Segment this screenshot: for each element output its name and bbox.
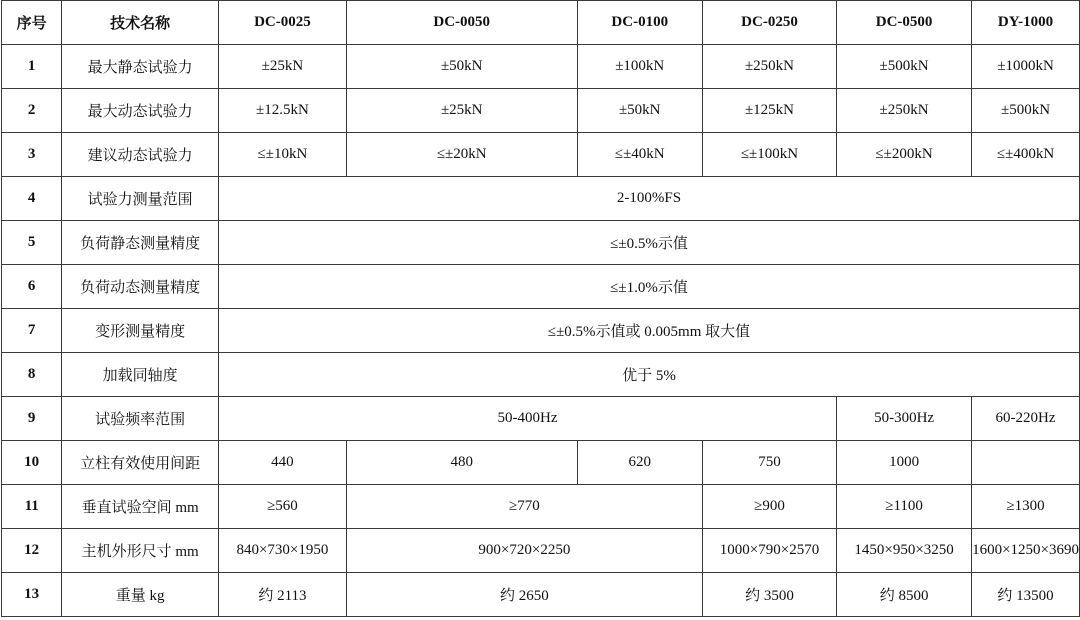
row-index: 13 [2, 573, 62, 617]
table-cell: ≥1300 [972, 485, 1080, 529]
table-cell: ±250kN [837, 89, 972, 133]
header-model: DC-0050 [346, 1, 577, 45]
row-name: 立柱有效使用间距 [62, 441, 219, 485]
header-model: DC-0100 [577, 1, 702, 45]
table-cell: ±50kN [346, 45, 577, 89]
table-cell: 约 3500 [702, 573, 836, 617]
table-cell: 1600×1250×3690 [972, 529, 1080, 573]
row-name: 最大动态试验力 [62, 89, 219, 133]
row-name: 试验力测量范围 [62, 177, 219, 221]
header-name: 技术名称 [62, 1, 219, 45]
table-row [2, 221, 1080, 265]
table-cell: ≤±400kN [972, 133, 1080, 177]
row-index: 7 [2, 309, 62, 353]
table-cell: ≥560 [219, 485, 347, 529]
table-cell: ≤±200kN [837, 133, 972, 177]
table-row [2, 45, 1080, 89]
row-index: 6 [2, 265, 62, 309]
table-cell: ±25kN [219, 45, 347, 89]
table-cell: 840×730×1950 [219, 529, 347, 573]
table-row [2, 309, 1080, 353]
row-name: 负荷静态测量精度 [62, 221, 219, 265]
row-index: 4 [2, 177, 62, 221]
table-cell: 1000 [837, 441, 972, 485]
table-cell: ≤±40kN [577, 133, 702, 177]
row-name: 负荷动态测量精度 [62, 265, 219, 309]
table-cell: 50-300Hz [837, 397, 972, 441]
table-cell: 约 13500 [972, 573, 1080, 617]
table-cell: ±125kN [702, 89, 836, 133]
header-row [2, 1, 1080, 45]
row-index: 1 [2, 45, 62, 89]
row-index: 5 [2, 221, 62, 265]
table-cell: ±500kN [972, 89, 1080, 133]
header-model: DC-0250 [702, 1, 836, 45]
row-name: 垂直试验空间 mm [62, 485, 219, 529]
row-index: 12 [2, 529, 62, 573]
table-row [2, 353, 1080, 397]
row-name: 最大静态试验力 [62, 45, 219, 89]
table-cell: ≤±0.5%示值 [219, 221, 1080, 265]
table-cell: ≤±20kN [346, 133, 577, 177]
row-name: 加载同轴度 [62, 353, 219, 397]
table-cell: ≤±100kN [702, 133, 836, 177]
row-name: 主机外形尺寸 mm [62, 529, 219, 573]
table-cell: ≥770 [346, 485, 702, 529]
table-cell: 约 2113 [219, 573, 347, 617]
table-row [2, 529, 1080, 573]
table-cell: ±100kN [577, 45, 702, 89]
table-cell: ≤±10kN [219, 133, 347, 177]
row-index: 2 [2, 89, 62, 133]
header-index: 序号 [2, 1, 62, 45]
table-cell: ≤±0.5%示值或 0.005mm 取大值 [219, 309, 1080, 353]
table-cell: 1000×790×2570 [702, 529, 836, 573]
table-row [2, 441, 1080, 485]
table-cell: ±250kN [702, 45, 836, 89]
table-cell: ±1000kN [972, 45, 1080, 89]
table-cell: ≥900 [702, 485, 836, 529]
table-cell: 1450×950×3250 [837, 529, 972, 573]
header-model: DC-0500 [837, 1, 972, 45]
spec-table [1, 0, 1080, 617]
table-cell: 480 [346, 441, 577, 485]
row-index: 8 [2, 353, 62, 397]
row-name: 变形测量精度 [62, 309, 219, 353]
row-index: 3 [2, 133, 62, 177]
table-row [2, 177, 1080, 221]
table-cell: 60-220Hz [972, 397, 1080, 441]
row-name: 建议动态试验力 [62, 133, 219, 177]
table-cell: 750 [702, 441, 836, 485]
table-cell: 620 [577, 441, 702, 485]
table-cell: 约 8500 [837, 573, 972, 617]
header-model: DY-1000 [972, 1, 1080, 45]
table-cell: ±25kN [346, 89, 577, 133]
row-index: 11 [2, 485, 62, 529]
table-cell: ±12.5kN [219, 89, 347, 133]
table-cell [972, 441, 1080, 485]
table-row [2, 89, 1080, 133]
table-cell: ±50kN [577, 89, 702, 133]
header-model: DC-0025 [219, 1, 347, 45]
table-row [2, 485, 1080, 529]
table-cell: 900×720×2250 [346, 529, 702, 573]
table-cell: ±500kN [837, 45, 972, 89]
table-row [2, 133, 1080, 177]
table-cell: 2-100%FS [219, 177, 1080, 221]
table-row [2, 573, 1080, 617]
row-index: 9 [2, 397, 62, 441]
table-cell: 优于 5% [219, 353, 1080, 397]
row-name: 试验频率范围 [62, 397, 219, 441]
row-index: 10 [2, 441, 62, 485]
table-cell: 440 [219, 441, 347, 485]
table-cell: ≥1100 [837, 485, 972, 529]
table-row [2, 397, 1080, 441]
table-cell: ≤±1.0%示值 [219, 265, 1080, 309]
table-cell: 约 2650 [346, 573, 702, 617]
row-name: 重量 kg [62, 573, 219, 617]
table-row [2, 265, 1080, 309]
table-cell: 50-400Hz [219, 397, 837, 441]
